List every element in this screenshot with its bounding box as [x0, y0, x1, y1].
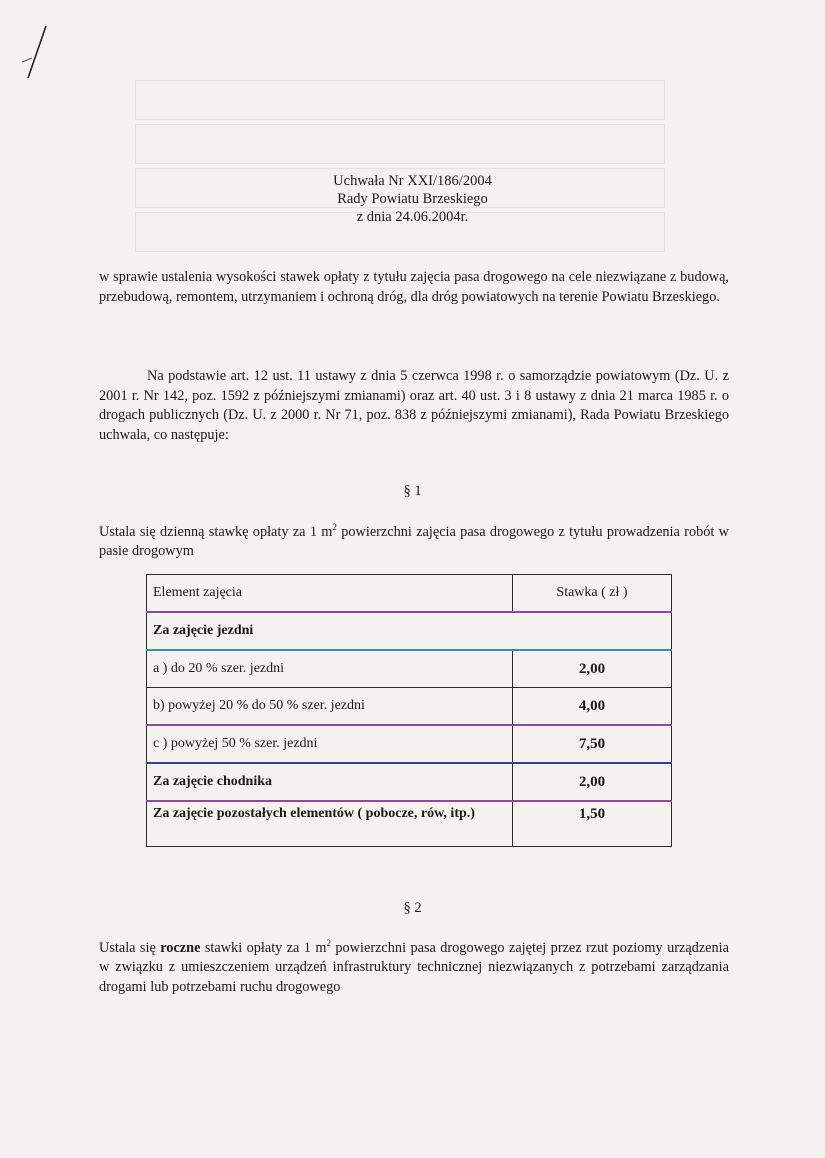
resolution-header [0, 172, 825, 226]
table-row-rate: 2,00 [513, 650, 672, 688]
section-2-text-c: powierzchni pasa drogowego zajętej przez rzut poziomy urządzenia w związku z umieszczeniem urządzeń infrastruktury technicznej niezwiązanych z potrzebami zarządzania drogami lub potrzebami ruchu drogowego [99, 939, 729, 995]
section-2-text-b: stawki opłaty za 1 m [200, 939, 327, 956]
table-header-rate: Stawka ( zł ) [513, 575, 672, 613]
table-row-other-rate: 1,50 [513, 801, 672, 847]
section-1-text [99, 518, 729, 562]
table-row-sidewalk-rate: 2,00 [513, 763, 672, 801]
section-1-heading: § 1 [403, 483, 422, 499]
resolution-number: Uchwała Nr XXI/186/2004 [333, 173, 492, 189]
table-row-element: c ) powyżej 50 % szer. jezdni [147, 725, 513, 763]
section-1-text-a: Ustala się dzienną stawkę opłaty za 1 m [99, 523, 333, 540]
table-row-element: a ) do 20 % szer. jezdni [147, 650, 513, 688]
section-1-text-b: powierzchni zajęcia pasa drogowego z tytułu prowadzenia robót w pasie drogowym [99, 523, 729, 560]
table-row-rate: 7,50 [513, 725, 672, 763]
table-row-sidewalk: Za zajęcie chodnika [147, 763, 513, 801]
table-row-rate: 4,00 [513, 688, 672, 726]
council-name: Rady Powiatu Brzeskiego [337, 191, 488, 207]
table-header-element: Element zajęcia [147, 575, 513, 613]
section-2-text [99, 934, 729, 997]
fee-table [146, 574, 672, 847]
legal-basis: Na podstawie art. 12 ust. 11 ustawy z dnia 5 czerwca 1998 r. o samorządzie powiatowym (Dz. U. z 2001 r. Nr 142, poz. 1592 z późniejszymi zmianami) oraz art. 40 ust. 3 i 8 ustawy z dnia 21 marca 1985 r. o drogach publicznych (Dz. U. z 2000 r. Nr 71, poz. 838 z późniejszymi zmianami), Rada Powiatu Brzeskiego uchwala, co następuje: [99, 368, 729, 443]
table-row-element: b) powyżej 20 % do 50 % szer. jezdni [147, 688, 513, 726]
section-2-text-bold: roczne [160, 939, 201, 956]
section-2-text-a: Ustala się [99, 939, 161, 956]
section-1-superscript: 2 [332, 522, 337, 532]
section-2-heading: § 2 [403, 900, 422, 916]
resolution-date: z dnia 24.06.2004r. [356, 209, 469, 225]
table-group-roadway: Za zajęcie jezdni [147, 612, 672, 650]
section-2-superscript: 2 [326, 938, 331, 948]
table-row-other: Za zajęcie pozostałych elementów ( pobocze, rów, itp.) [147, 801, 513, 847]
resolution-subject: w sprawie ustalenia wysokości stawek opłaty z tytułu zajęcia pasa drogowego na cele niezwiązane z budową, przebudową, remontem, utrzymaniem i ochroną dróg, dla dróg powiatowych na terenie Powiatu Brzeskiego. [99, 269, 729, 305]
pen-mark-icon [20, 22, 50, 82]
